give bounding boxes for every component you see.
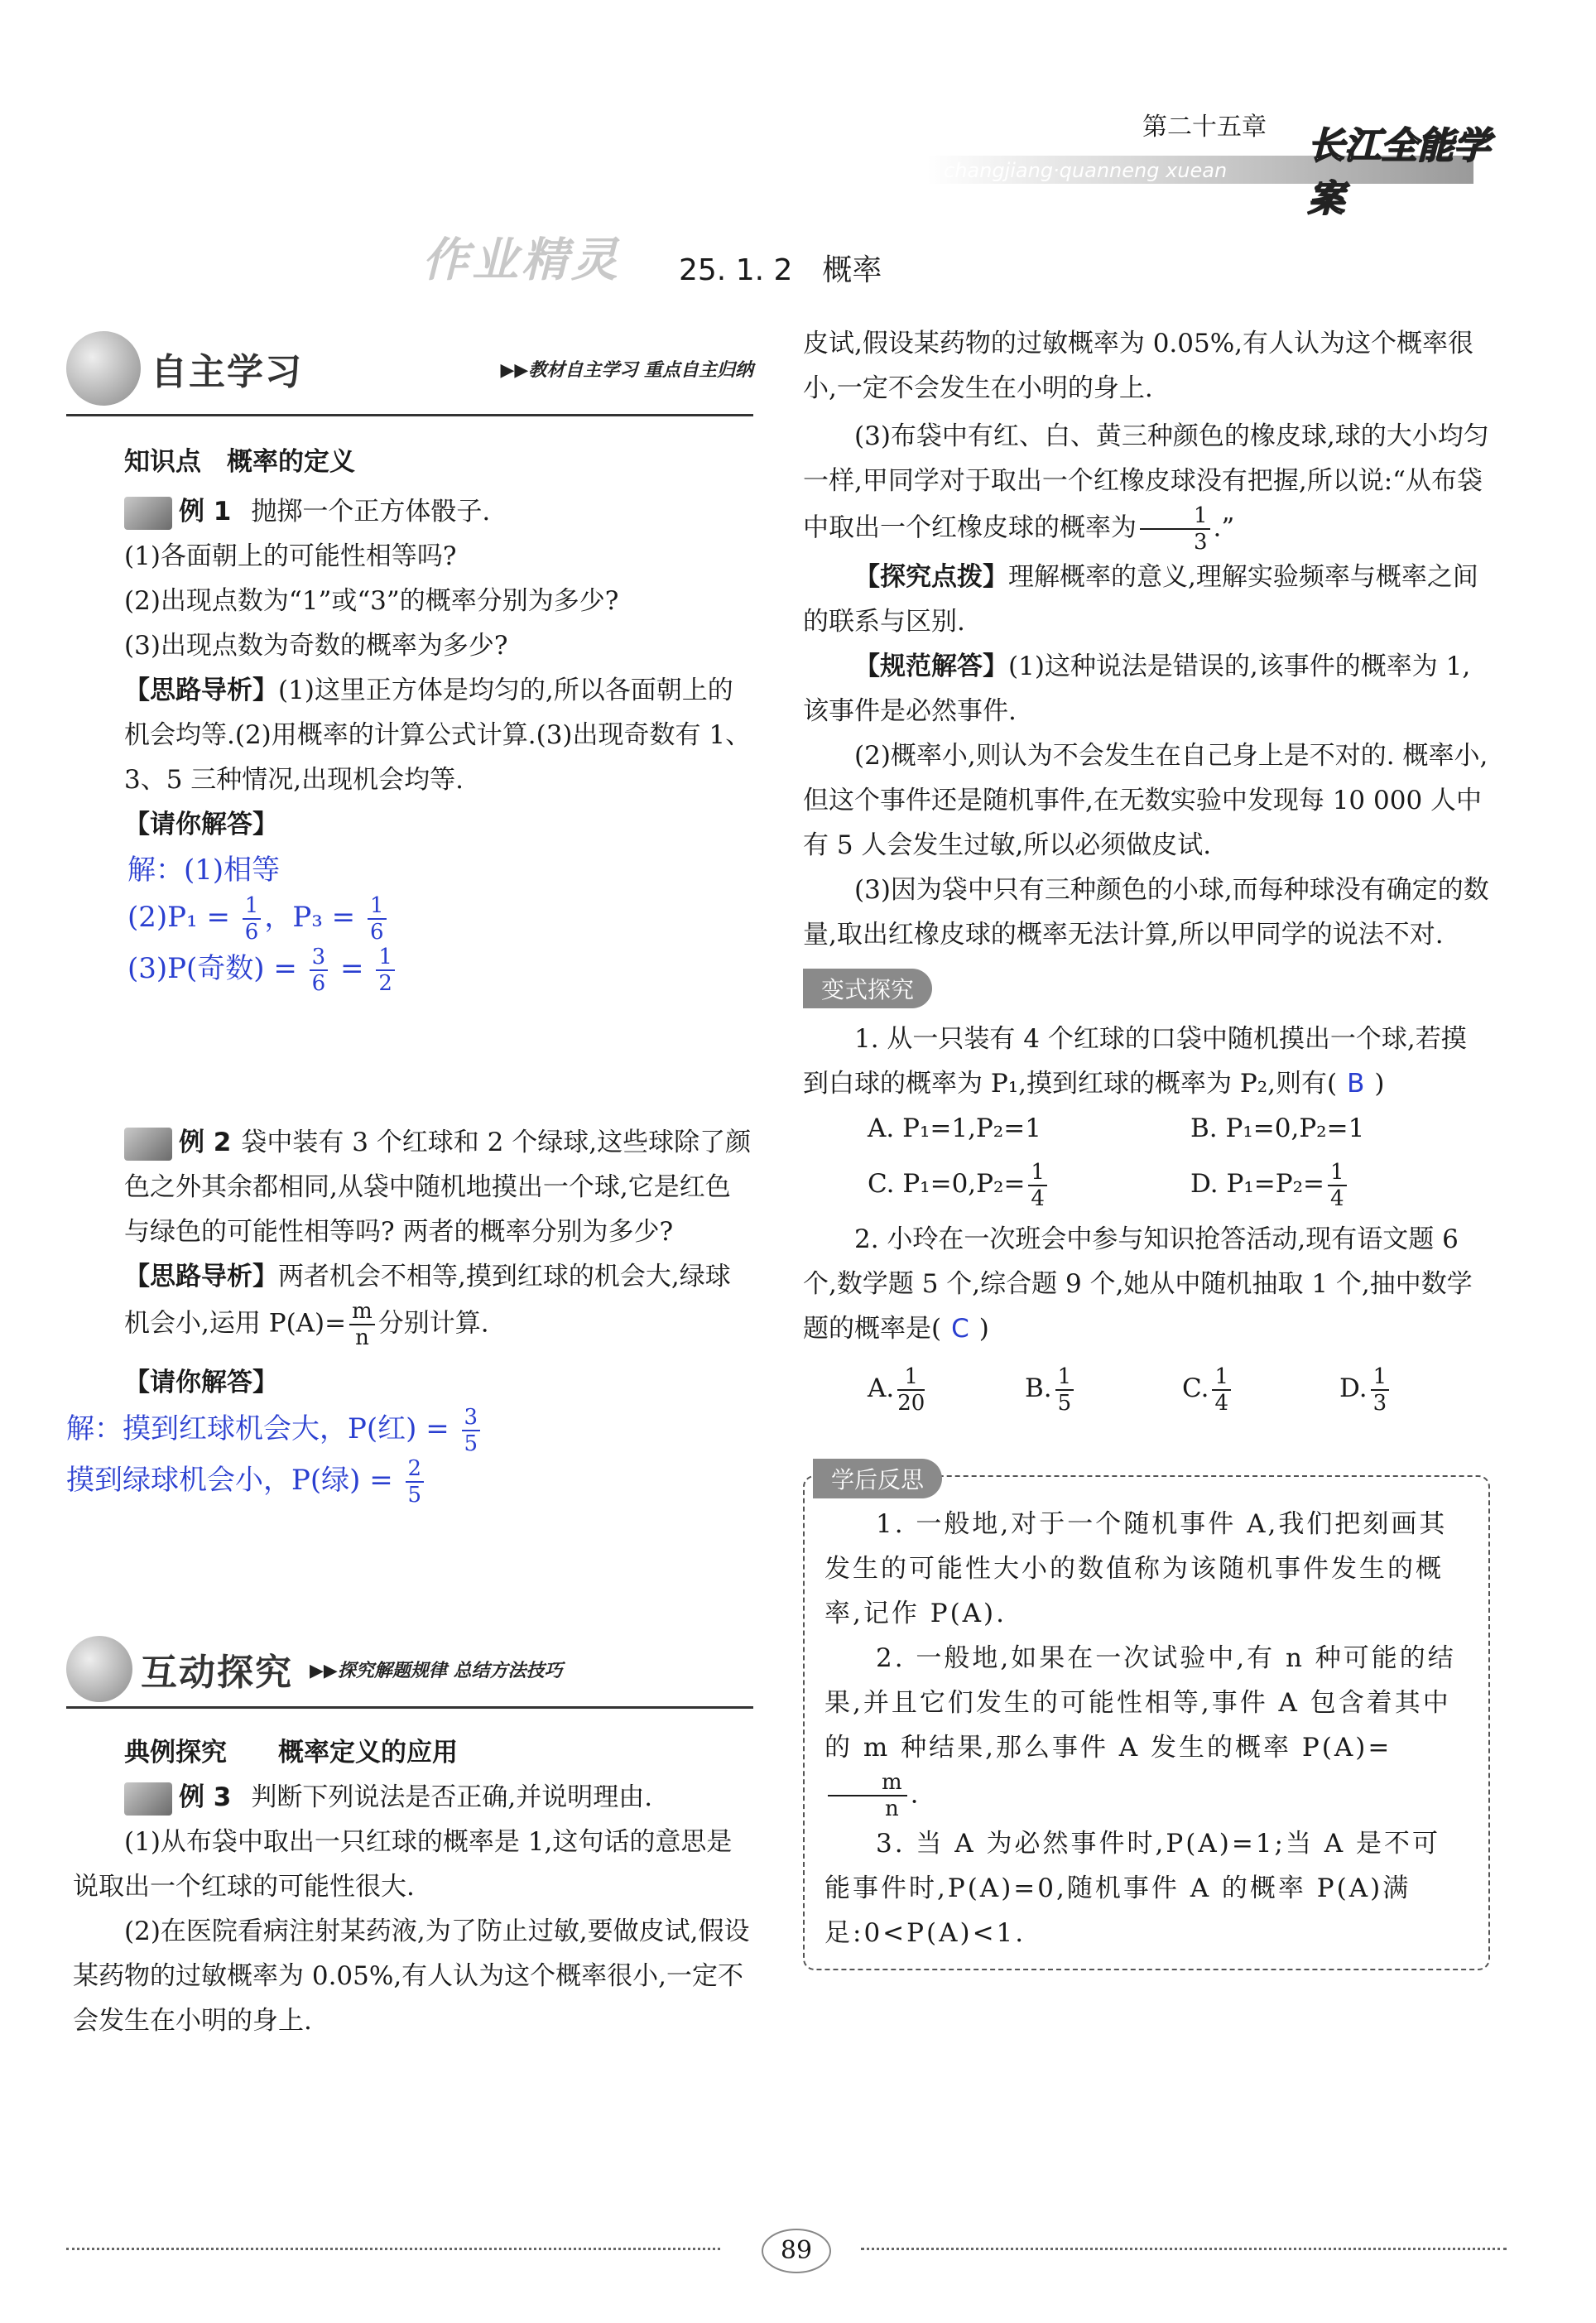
- ex1-ans1: 解：(1)相等: [127, 854, 281, 887]
- watermark: 作业精灵: [422, 233, 621, 287]
- q1-option-b: B. P₁=0,P₂=1: [1190, 1113, 1365, 1143]
- ex3-s2-start: (2)在医院看病注射某药液,为了防止过敏,要做皮试,假设某药物的过敏概率为 0.05%,有人认为这个概率很小,一定不会发生在小明的身上.: [73, 1917, 750, 2036]
- globe-icon: [66, 331, 141, 406]
- example-icon: [124, 1128, 172, 1161]
- q2-option-d: D. $\frac{1}{3}$: [1339, 1351, 1392, 1426]
- reflect-tag: 学后反思: [813, 1459, 942, 1498]
- q1-options-cd: [803, 1151, 1490, 1217]
- ex2-ans2: 摸到绿球机会小，P(绿) = $\frac{2}{5}$: [66, 1456, 753, 1508]
- ex1-ans3: (3)P(奇数) = $\frac{3}{6}$ = $\frac{1}{2}$: [127, 945, 753, 996]
- ex2-stem: 例 2 袋中装有 3 个红球和 2 个绿球,这些球除了颜色之外其余都相同,从袋中随机地摸出一个球,它是红色与绿色的可能性相等吗? 两者的概率分别为多少?: [124, 1128, 752, 1247]
- ex1-q2: (2)出现点数为“1”或“3”的概率分别为多少?: [124, 586, 619, 616]
- fraction: $\frac{m}{n}$: [349, 1299, 375, 1350]
- fraction: $\frac{1}{4}$: [1028, 1160, 1047, 1211]
- ex1-q3: (3)出现点数为奇数的概率为多少?: [124, 631, 508, 661]
- q1-option-d: D. P₁=P₂= $\frac{1}{4}$: [1190, 1151, 1350, 1217]
- q1-options-ab: [803, 1106, 1490, 1151]
- ex3-stem: 例 3 判断下列说法是否正确,并说明理由.: [66, 1775, 753, 1820]
- zizhu-title: 自主学习: [151, 351, 303, 393]
- ex1-q1: (1)各面朝上的可能性相等吗?: [124, 541, 457, 571]
- ex3-s1: (1)从布袋中取出一只红球的概率是 1,这句话的意思是说取出一个红球的可能性很大.: [73, 1827, 733, 1902]
- hudong-banner: [66, 1632, 753, 1709]
- section-title: 25. 1. 2 概率: [679, 253, 882, 287]
- footer-line-right: [861, 2248, 1507, 2250]
- zizhu-banner: [66, 323, 753, 416]
- q1-option-a: A. P₁=1,P₂=1: [868, 1113, 1041, 1143]
- q2-option-a: A. $\frac{1}{20}$: [868, 1364, 925, 1416]
- ex3-s2-cont: 皮试,假设某药物的过敏概率为 0.05%,有人认为这个概率很小,一定不会发生在小明的身上.: [803, 329, 1474, 403]
- ex3-tip: 【探究点拨】理解概率的意义,理解实验频率与概率之间的联系与区别.: [803, 562, 1478, 637]
- q1-answer: B: [1347, 1069, 1365, 1099]
- fraction: $\frac{1}{5}$: [1055, 1364, 1074, 1416]
- hudong-subtitle: ▶▶探究解题规律 总结方法技巧: [310, 1659, 563, 1681]
- brand-logo: 长江全能学案: [1308, 125, 1490, 220]
- fraction: $\frac{1}{4}$: [1328, 1160, 1347, 1211]
- variant-q2: 2. 小玲在一次班会中参与知识抢答活动,现有语文题 6 个,数学题 5 个,综合题 9 个,她从中随机抽取 1 个,抽中数学题的概率是( C ): [803, 1224, 1473, 1344]
- reflect-box: [803, 1466, 1490, 1970]
- reflect-p1: 1. 一般地,对于一个随机事件 A,我们把刻画其发生的可能性大小的数值称为该随机事件发生的概率,记作 P(A).: [824, 1509, 1448, 1628]
- typical-title: 典例探究 概率定义的应用: [124, 1738, 458, 1768]
- left-column: [66, 323, 753, 2036]
- q2-option-b: B. $\frac{1}{5}$: [1025, 1351, 1182, 1426]
- fraction: $\frac{2}{5}$: [406, 1456, 425, 1508]
- ex1-answer: [66, 847, 753, 996]
- ex1-guide: 【思路导析】(1)这里正方体是均匀的,所以各面朝上的机会均等.(2)用概率的计算公式计算.(3)出现奇数有 1、3、5 三种情况,出现机会均等.: [124, 676, 752, 795]
- chapter-label: 第二十五章: [1142, 113, 1267, 142]
- fraction: $\frac{1}{6}$: [368, 893, 387, 945]
- fraction: $\frac{3}{5}$: [462, 1405, 481, 1456]
- q2-options: [803, 1351, 1490, 1426]
- page-number: 89: [762, 2229, 831, 2273]
- page-header: [894, 83, 1507, 220]
- fraction: $\frac{1}{2}$: [376, 945, 395, 996]
- zizhu-subtitle: ▶▶教材自主学习 重点自主归纳: [500, 358, 753, 381]
- example-icon: [124, 497, 172, 530]
- ex2-ans1: 解：摸到红球机会大，P(红) = $\frac{3}{5}$: [66, 1405, 753, 1456]
- ex3-std: 【规范解答】(1)这种说法是错误的,该事件的概率为 1,该事件是必然事件.: [803, 652, 1471, 726]
- q2-answer: C: [951, 1314, 969, 1344]
- ex3-s3: (3)布袋中有红、白、黄三种颜色的橡皮球,球的大小均匀一样,甲同学对于取出一个红橡皮球没有把握,所以说:“从布袋中取出一个红橡皮球的概率为 $\frac{1}{3}$ .”: [803, 421, 1489, 555]
- example-icon: [124, 1782, 172, 1816]
- footer-line-left: [66, 2248, 720, 2250]
- ex1-stem: 例 1 抛掷一个正方体骰子.: [66, 489, 753, 534]
- q2-option-c: C. $\frac{1}{4}$: [1182, 1351, 1339, 1426]
- globe-icon: [66, 1636, 132, 1702]
- reflect-p2: 2. 一般地,如果在一次试验中,有 n 种可能的结果,并且它们发生的可能性相等,事件 A 包含着其中的 m 种结果,那么事件 A 发生的概率 P(A)= $\frac{m}{n}$ .: [824, 1643, 1456, 1821]
- fraction: $\frac{1}{20}$: [897, 1364, 925, 1416]
- reflect-p3: 3. 当 A 为必然事件时,P(A)=1;当 A 是不可能事件时,P(A)=0,随机事件 A 的概率 P(A)满足:0<P(A)<1.: [824, 1829, 1441, 1948]
- ex1-ans2: (2)P₁ = $\frac{1}{6}$ ，P₃ = $\frac{1}{6}$: [127, 893, 753, 945]
- fraction: $\frac{m}{n}$: [828, 1770, 907, 1821]
- ex2-guide: 【思路导析】两者机会不相等,摸到红球的机会大,绿球机会小,运用 P(A)= $\frac{m}{n}$ 分别计算.: [124, 1262, 731, 1350]
- fraction: $\frac{1}{3}$: [1371, 1364, 1390, 1416]
- fraction: $\frac{1}{6}$: [243, 893, 262, 945]
- ex2-answer-label: 【请你解答】: [124, 1368, 278, 1397]
- hudong-title: 互动探究: [141, 1652, 293, 1694]
- right-column: [803, 321, 1490, 1970]
- variant-tag: 变式探究: [803, 969, 932, 1008]
- header-pinyin: changjiang·quanneng xuean: [944, 159, 1228, 182]
- fraction: $\frac{1}{3}$: [1140, 503, 1210, 555]
- fraction: $\frac{1}{4}$: [1212, 1364, 1231, 1416]
- knowledge-point: 知识点 概率的定义: [124, 447, 355, 477]
- variant-q1: 1. 从一只装有 4 个红球的口袋中随机摸出一个球,若摸到白球的概率为 P₁,摸到红球的概率为 P₂,则有( B ): [803, 1024, 1467, 1099]
- ex3-a2: (2)概率小,则认为不会发生在自己身上是不对的. 概率小,但这个事件还是随机事件,在无数实验中发现每 10 000 人中有 5 人会发生过敏,所以必须做皮试.: [803, 741, 1488, 860]
- ex3-a3: (3)因为袋中只有三种颜色的小球,而每种球没有确定的数量,取出红橡皮球的概率无法计算,所以甲同学的说法不对.: [803, 875, 1489, 950]
- fraction: $\frac{3}{6}$: [310, 945, 329, 996]
- q1-option-c: C. P₁=0,P₂= $\frac{1}{4}$: [868, 1151, 1190, 1217]
- ex1-answer-label: 【请你解答】: [124, 810, 278, 839]
- ex2-answer: [66, 1405, 753, 1508]
